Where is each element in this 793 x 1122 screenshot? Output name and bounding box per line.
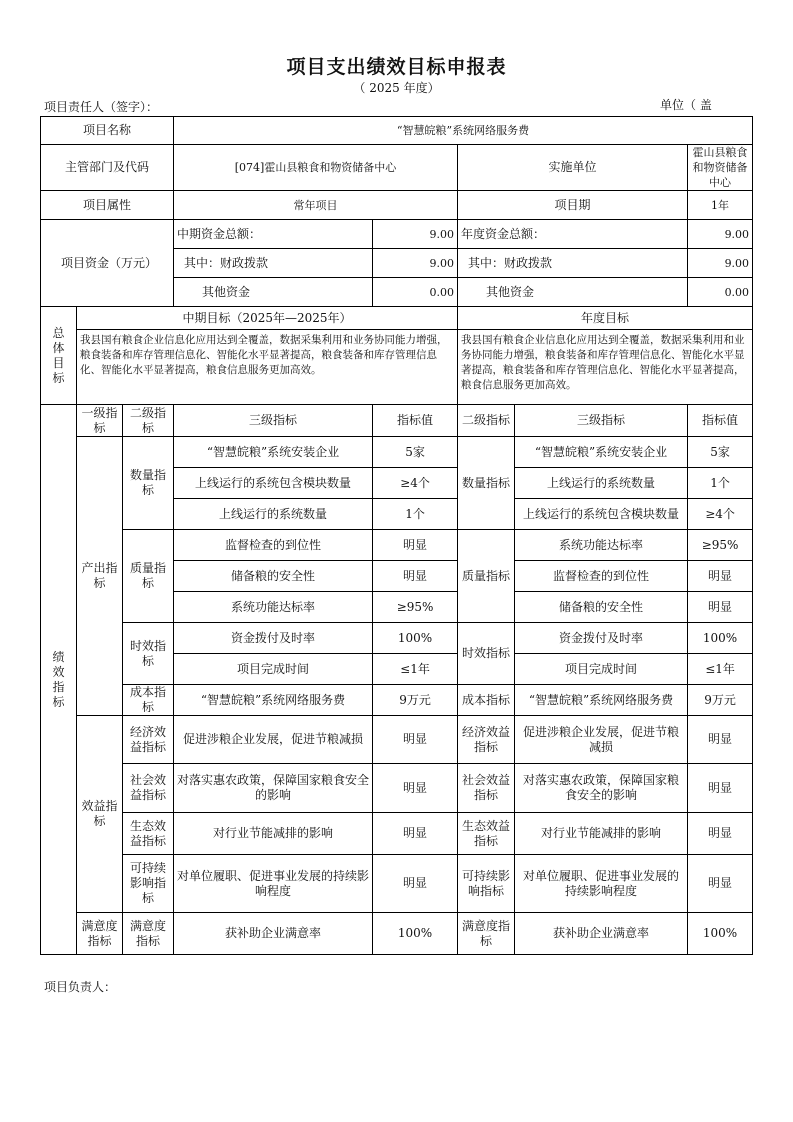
mid-indicator-value: ≥4个 (373, 468, 458, 499)
value-header: 指标值 (373, 405, 458, 437)
department-value: [074]霍山县粮食和物资储备中心 (174, 145, 458, 191)
mid-indicator-value: 明显 (373, 561, 458, 592)
mid-indicator-value: 明显 (373, 716, 458, 764)
year-other-value: 0.00 (688, 278, 753, 307)
year-indicator-value: ≥4个 (688, 499, 753, 530)
year-goal-text: 我县国有粮食企业信息化应用达到全覆盖，数据采集利用和业务协同能力增强，粮食装备和库存管理信息化、智能化水平显著提高，粮食装备和库存管理信息化、智能化水平显著提高，粮食信息服务更加高效。 (458, 330, 753, 405)
attribute-label: 项目属性 (41, 191, 174, 220)
performance-indicators-label: 绩效指标 (41, 405, 77, 955)
year-indicator-name: 系统功能达标率 (515, 530, 688, 561)
year-indicator-name: 上线运行的系统包含模块数量 (515, 499, 688, 530)
year-indicator-value: 明显 (688, 855, 753, 913)
indicator-row (41, 716, 753, 764)
mid-goal-header: 中期目标（2025年—2025年） (77, 307, 458, 330)
mid-goal-text: 我县国有粮食企业信息化应用达到全覆盖，数据采集利用和业务协同能力增强，粮食装备和库存管理信息化、智能化水平显著提高，粮食装备和库存管理信息化、智能化水平显著提高，粮食信息服务更加高效。 (77, 330, 458, 405)
year-indicator-name: 对单位履职、促进事业发展的持续影响程度 (515, 855, 688, 913)
output-indicator-label: 产出指标 (77, 437, 123, 716)
mid-indicator-value: 100% (373, 623, 458, 654)
quality-indicator-label-annual: 质量指标 (458, 530, 515, 623)
social-indicator-label: 社会效益指标 (123, 764, 174, 813)
year-indicator-name: 获补助企业满意率 (515, 913, 688, 955)
period-value: 1年 (688, 191, 753, 220)
level2-header-annual: 二级指标 (458, 405, 515, 437)
mid-indicator-name: 促进涉粮企业发展，促进节粮减损 (174, 716, 373, 764)
year-indicator-value: ≤1年 (688, 654, 753, 685)
timeliness-indicator-label: 时效指标 (123, 623, 174, 685)
year-indicator-value: ≥95% (688, 530, 753, 561)
satisfaction-level1-label: 满意度指标 (77, 913, 123, 955)
implementer-label: 实施单位 (458, 145, 688, 191)
year-indicator-name: 项目完成时间 (515, 654, 688, 685)
mid-other-value: 0.00 (373, 278, 458, 307)
mid-indicator-name: 对行业节能减排的影响 (174, 813, 373, 855)
year-finance-value: 9.00 (688, 249, 753, 278)
year-finance-label: 其中：财政拨款 (458, 249, 688, 278)
economic-indicator-label-annual: 经济效益指标 (458, 716, 515, 764)
mid-finance-label: 其中：财政拨款 (174, 249, 373, 278)
indicator-row (41, 764, 753, 813)
year-indicator-value: 100% (688, 913, 753, 955)
form-year: （ 2025 年度） (353, 81, 440, 95)
year-indicator-name: 资金拨付及时率 (515, 623, 688, 654)
mid-indicator-name: “智慧皖粮”系统网络服务费 (174, 685, 373, 716)
mid-indicator-value: 1个 (373, 499, 458, 530)
mid-indicator-name: “智慧皖粮”系统安装企业 (174, 437, 373, 468)
year-indicator-value: 100% (688, 623, 753, 654)
quality-indicator-label: 质量指标 (123, 530, 174, 623)
sustainable-indicator-label-annual: 可持续影响指标 (458, 855, 515, 913)
level3-header-annual: 三级指标 (515, 405, 688, 437)
satisfaction-level2-label-annual: 满意度指标 (458, 913, 515, 955)
year-indicator-name: 对行业节能减排的影响 (515, 813, 688, 855)
year-indicator-value: 明显 (688, 716, 753, 764)
responsible-signature-label: 项目责任人（签字）： (44, 100, 159, 114)
year-indicator-value: 1个 (688, 468, 753, 499)
mid-indicator-name: 对落实惠农政策，保障国家粮食安全的影响 (174, 764, 373, 813)
year-indicator-name: “智慧皖粮”系统网络服务费 (515, 685, 688, 716)
year-other-label: 其他资金 (458, 278, 688, 307)
overall-goal-label: 总体目标 (41, 307, 77, 405)
level3-header: 三级指标 (174, 405, 373, 437)
year-indicator-value: 9万元 (688, 685, 753, 716)
year-indicator-value: 明显 (688, 561, 753, 592)
project-name-label: 项目名称 (41, 117, 174, 145)
mid-indicator-name: 监督检查的到位性 (174, 530, 373, 561)
quantity-indicator-label-annual: 数量指标 (458, 437, 515, 530)
mid-indicator-name: 资金拨付及时率 (174, 623, 373, 654)
row-attribute (41, 191, 753, 220)
mid-indicator-name: 上线运行的系统数量 (174, 499, 373, 530)
indicator-row (41, 855, 753, 913)
cost-indicator-label-annual: 成本指标 (458, 685, 515, 716)
mid-indicator-name: 对单位履职、促进事业发展的持续影响程度 (174, 855, 373, 913)
mid-indicator-name: 上线运行的系统包含模块数量 (174, 468, 373, 499)
period-label: 项目期 (458, 191, 688, 220)
attribute-value: 常年项目 (174, 191, 458, 220)
mid-total-value: 9.00 (373, 220, 458, 249)
row-indicator-headers (41, 405, 753, 437)
year-indicator-name: 监督检查的到位性 (515, 561, 688, 592)
mid-indicator-name: 项目完成时间 (174, 654, 373, 685)
year-indicator-name: 上线运行的系统数量 (515, 468, 688, 499)
year-goal-header: 年度目标 (458, 307, 753, 330)
mid-indicator-value: 明显 (373, 813, 458, 855)
year-indicator-value: 明显 (688, 813, 753, 855)
mid-total-label: 中期资金总额： (174, 220, 373, 249)
social-indicator-label-annual: 社会效益指标 (458, 764, 515, 813)
year-total-value: 9.00 (688, 220, 753, 249)
year-indicator-name: “智慧皖粮”系统安装企业 (515, 437, 688, 468)
sustainable-indicator-label: 可持续影响指标 (123, 855, 174, 913)
quantity-indicator-label: 数量指标 (123, 437, 174, 530)
department-label: 主管部门及代码 (41, 145, 174, 191)
ecological-indicator-label-annual: 生态效益指标 (458, 813, 515, 855)
year-indicator-value: 明显 (688, 764, 753, 813)
mid-indicator-value: 5家 (373, 437, 458, 468)
indicator-row (41, 813, 753, 855)
indicator-row (41, 913, 753, 955)
mid-indicator-value: 明显 (373, 764, 458, 813)
mid-indicator-value: ≥95% (373, 592, 458, 623)
economic-indicator-label: 经济效益指标 (123, 716, 174, 764)
satisfaction-level2-label: 满意度指标 (123, 913, 174, 955)
mid-indicator-value: 明显 (373, 855, 458, 913)
mid-indicator-name: 系统功能达标率 (174, 592, 373, 623)
project-leader-label: 项目负责人： (44, 980, 117, 994)
form-title: 项目支出绩效目标申报表 (286, 56, 507, 78)
mid-finance-value: 9.00 (373, 249, 458, 278)
indicator-row (41, 685, 753, 716)
year-indicator-name: 促进涉粮企业发展，促进节粮减损 (515, 716, 688, 764)
year-indicator-name: 对落实惠农政策，保障国家粮食安全的影响 (515, 764, 688, 813)
mid-other-label: 其他资金 (174, 278, 373, 307)
value-header-annual: 指标值 (688, 405, 753, 437)
mid-indicator-value: 明显 (373, 530, 458, 561)
indicator-row (41, 530, 753, 561)
implementer-value: 霍山县粮食和物资储备中心 (688, 145, 753, 191)
row-goal-text (41, 330, 753, 405)
benefit-indicator-label: 效益指标 (77, 716, 123, 913)
year-total-label: 年度资金总额： (458, 220, 688, 249)
performance-form-table (40, 116, 753, 955)
year-indicator-value: 5家 (688, 437, 753, 468)
row-goal-headers (41, 307, 753, 330)
cost-indicator-label: 成本指标 (123, 685, 174, 716)
timeliness-indicator-label-annual: 时效指标 (458, 623, 515, 685)
mid-indicator-name: 获补助企业满意率 (174, 913, 373, 955)
row-fund-total (41, 220, 753, 249)
level2-header: 二级指标 (123, 405, 174, 437)
year-indicator-value: 明显 (688, 592, 753, 623)
indicator-row (41, 437, 753, 468)
mid-indicator-value: 100% (373, 913, 458, 955)
unit-seal-label: 单位（ 盖 (660, 98, 712, 112)
row-department (41, 145, 753, 191)
year-indicator-name: 储备粮的安全性 (515, 592, 688, 623)
ecological-indicator-label: 生态效益指标 (123, 813, 174, 855)
mid-indicator-name: 储备粮的安全性 (174, 561, 373, 592)
row-project-name (41, 117, 753, 145)
mid-indicator-value: ≤1年 (373, 654, 458, 685)
fund-label: 项目资金（万元） (41, 220, 174, 307)
level1-header: 一级指标 (77, 405, 123, 437)
project-name-value: “智慧皖粮”系统网络服务费 (174, 117, 753, 145)
indicator-row (41, 623, 753, 654)
mid-indicator-value: 9万元 (373, 685, 458, 716)
